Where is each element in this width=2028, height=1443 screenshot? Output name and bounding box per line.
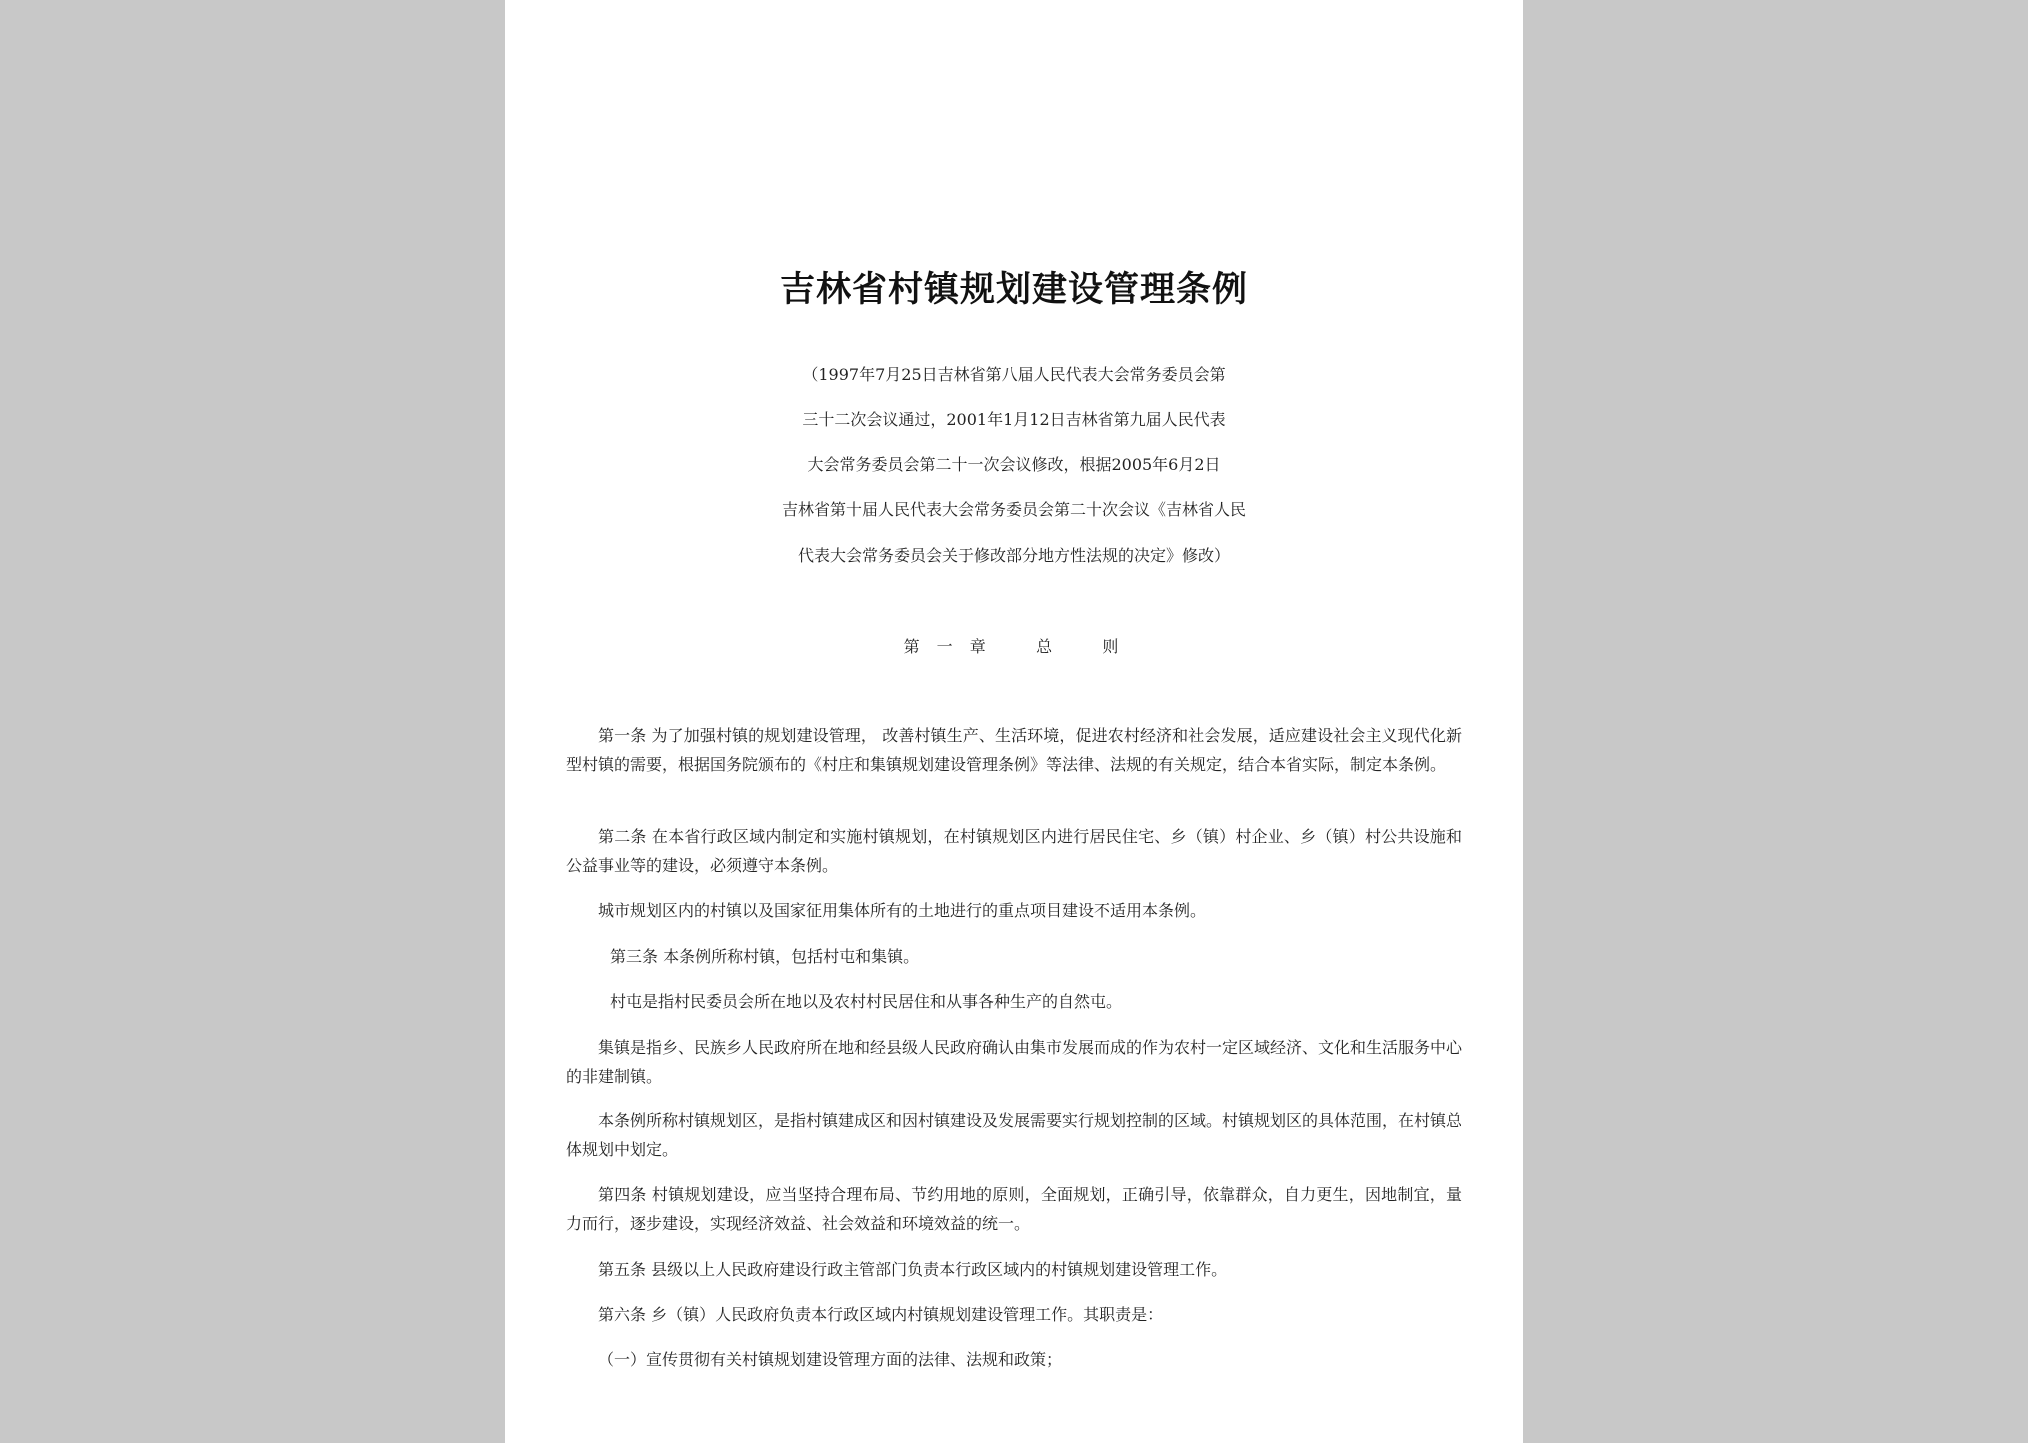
legislative-note-line-4: 吉林省第十届人民代表大会常务委员会第二十次会议《吉林省人民 — [781, 500, 1246, 519]
article-6: 第六条 乡（镇）人民政府负责本行政区域内村镇规划建设管理工作。其职责是： — [598, 1305, 1164, 1324]
article-6-item-1: （一）宣传贯彻有关村镇规划建设管理方面的法律、法规和政策； — [598, 1350, 1063, 1369]
article-3: 第三条 本条例所称村镇，包括村屯和集镇。 — [610, 947, 920, 966]
document-page — [505, 0, 1523, 1443]
chapter-heading: 第 一 章 总 则 — [903, 637, 1125, 656]
article-3-paragraph-2: 村屯是指村民委员会所在地以及农村村民居住和从事各种生产的自然屯。 — [610, 992, 1123, 1011]
article-3-paragraph-3: 集镇是指乡、民族乡人民政府所在地和经县级人民政府确认由集市发展而成的作为农村一定区域经济、文化和生活服务中心的非建制镇。 — [566, 1038, 1463, 1086]
article-4: 第四条 村镇规划建设，应当坚持合理布局、节约用地的原则，全面规划，正确引导，依靠群众，自力更生，因地制宜，量力而行，逐步建设，实现经济效益、社会效益和环境效益的统一。 — [566, 1185, 1462, 1233]
legislative-note-line-1: （1997年7月25日吉林省第八届人民代表大会常务委员会第 — [802, 365, 1226, 384]
article-2-paragraph-2: 城市规划区内的村镇以及国家征用集体所有的土地进行的重点项目建设不适用本条例。 — [598, 901, 1207, 920]
legislative-note-line-3: 大会常务委员会第二十一次会议修改，根据2005年6月2日 — [807, 455, 1221, 474]
legislative-note-line-2: 三十二次会议通过，2001年1月12日吉林省第九届人民代表 — [802, 410, 1226, 429]
legislative-note-line-5: 代表大会常务委员会关于修改部分地方性法规的决定》修改） — [797, 546, 1230, 565]
article-1: 第一条 为了加强村镇的规划建设管理， 改善村镇生产、生活环境，促进农村经济和社会发展，适应建设社会主义现代化新型村镇的需要，根据国务院颁布的《村庄和集镇规划建设管理条例》等法律、法规的有关规定，结合本省实际，制定本条例。 — [566, 726, 1462, 774]
document-title: 吉林省村镇规划建设管理条例 — [779, 269, 1248, 310]
article-3-paragraph-4: 本条例所称村镇规划区，是指村镇建成区和因村镇建设及发展需要实行规划控制的区域。村镇规划区的具体范围，在村镇总体规划中划定。 — [566, 1111, 1463, 1159]
article-2: 第二条 在本省行政区域内制定和实施村镇规划，在村镇规划区内进行居民住宅、乡（镇）村企业、乡（镇）村公共设施和公益事业等的建设，必须遵守本条例。 — [566, 827, 1462, 875]
article-5: 第五条 县级以上人民政府建设行政主管部门负责本行政区域内的村镇规划建设管理工作。 — [598, 1260, 1228, 1279]
